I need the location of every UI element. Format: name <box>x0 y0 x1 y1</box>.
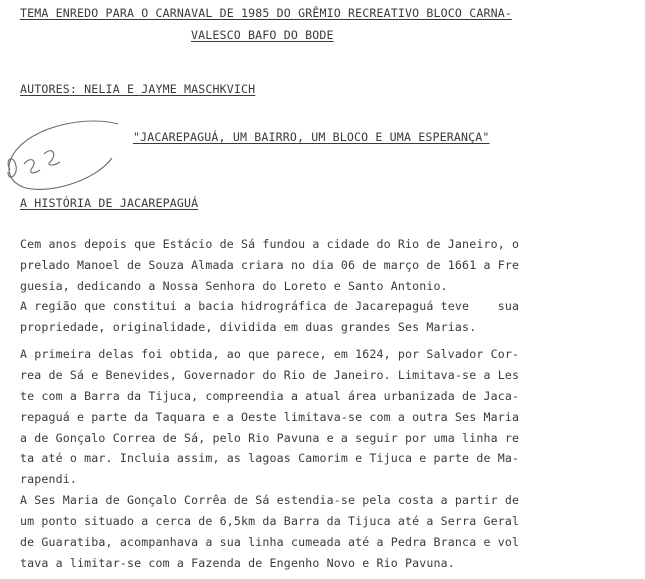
body-line: prelado Manoel de Souza Almada criara no dia 06 de março de 1661 a Fre <box>20 258 520 272</box>
body-line: Cem anos depois que Estácio de Sá fundou a cidade do Rio de Janeiro, o <box>20 237 520 251</box>
body-line: te com a Barra da Tijuca, compreendia a atual área urbanizada de Jaca- <box>20 389 520 403</box>
body-line: tava a limitar-se com a Fazenda de Engenho Novo e Rio Pavuna. <box>20 556 455 570</box>
body-line: A Ses Maria de Gonçalo Corrêa de Sá estendia-se pela costa a partir de <box>20 493 520 507</box>
body-line: A região que constitui a bacia hidrográfica de Jacarepaguá teve sua <box>20 299 520 313</box>
body-line: guesia, dedicando a Nossa Senhora do Loreto e Santo Antonio. <box>20 279 448 293</box>
section-heading: A HISTÓRIA DE JACAREPAGUÁ <box>20 196 199 210</box>
body-line: rapendi. <box>20 472 78 486</box>
body-line: ta até o mar. Incluia assim, as lagoas Camorim e Tijuca e parte de Ma- <box>20 451 520 465</box>
body-line: de Guaratiba, acompanhava a sua linha cumeada até a Pedra Branca e vol <box>20 535 520 549</box>
body-line: rea de Sá e Benevides, Governador do Rio de Janeiro. Limitava-se a Les <box>20 368 520 382</box>
body-line: a de Gonçalo Correa de Sá, pelo Rio Pavuna e a seguir por uma linha re <box>20 431 520 445</box>
document-title: "JACAREPAGUÁ, UM BAIRRO, UM BLOCO E UMA ESPERANÇA" <box>133 130 490 144</box>
body-line: repaguá e parte da Taquara e a Oeste limitava-se com a outra Ses Maria <box>20 410 520 424</box>
heading-line-1: TEMA ENREDO PARA O CARNAVAL DE 1985 DO GRÊMIO RECREATIVO BLOCO CARNA- <box>20 6 512 20</box>
body-line: A primeira delas foi obtida, ao que parece, em 1624, por Salvador Cor- <box>20 347 520 361</box>
body-line: um ponto situado a cerca de 6,5km da Barra da Tijuca até a Serra Geral <box>20 514 520 528</box>
body-line: propriedade, originalidade, dividida em duas grandes Ses Marias. <box>20 320 477 334</box>
heading-line-2: VALESCO BAFO DO BODE <box>191 28 334 42</box>
authors-line: AUTORES: NELIA E JAYME MASCHKVICH <box>20 82 256 96</box>
handwritten-number-mark <box>0 118 135 193</box>
